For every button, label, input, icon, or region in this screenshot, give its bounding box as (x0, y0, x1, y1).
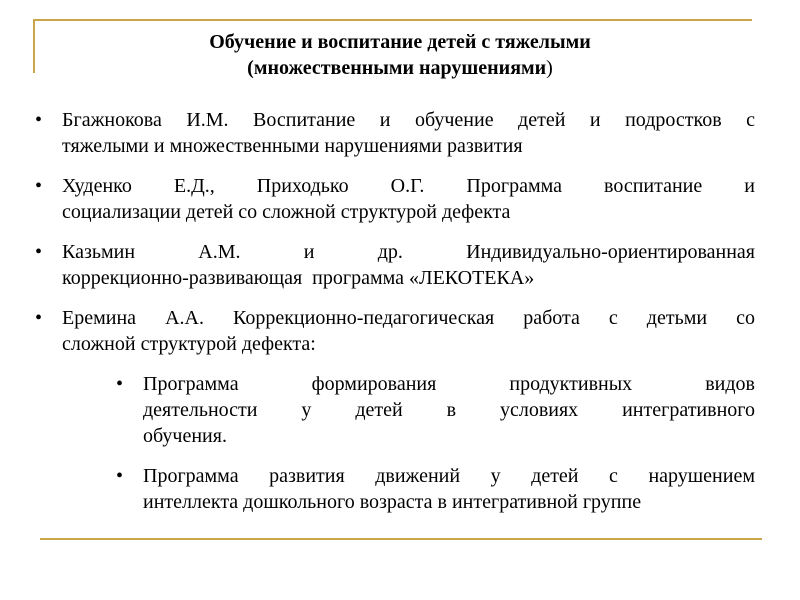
bullet-icon: • (116, 373, 124, 395)
bullet-icon: • (35, 307, 43, 329)
sub-list-item (116, 371, 755, 449)
list-item (35, 173, 755, 225)
list-item-text (62, 305, 755, 357)
list-item-text (62, 239, 755, 291)
list-item-line: Казьмин А.М. и др. Индивидуально-ориентированная (62, 241, 755, 263)
bottom-decorative-line (40, 538, 762, 540)
sub-list-item (116, 463, 755, 515)
bullet-icon: • (35, 241, 43, 263)
list-item-line: тяжелыми и множественными нарушениями развития (62, 135, 523, 157)
list-item-line: Худенко Е.Д., Приходько О.Г. Программа воспитание и (62, 175, 755, 197)
bullet-icon: • (116, 465, 124, 487)
sub-list-item-text (143, 371, 755, 449)
bullet-icon: • (35, 175, 43, 197)
list-item-text (62, 107, 755, 159)
list-item-line: Еремина А.А. Коррекционно-педагогическая работа с детьми со (62, 307, 755, 329)
sub-list-item-text (143, 463, 755, 515)
list-item-line: коррекционно-развивающая программа «ЛЕКОТЕКА» (62, 267, 535, 289)
sub-list-item-line: Программа формирования продуктивных видов (143, 373, 755, 395)
title-line-2-main: (множественными нарушениями (247, 57, 547, 79)
title-line-2-paren: ) (546, 57, 553, 79)
list-item (35, 305, 755, 357)
list-item-line: социализации детей со сложной структурой дефекта (62, 201, 511, 223)
list-item-line: Бгажнокова И.М. Воспитание и обучение детей и подростков с (62, 109, 755, 131)
list-item (35, 107, 755, 159)
sub-list-item-line: Программа развития движений у детей с нарушением (143, 465, 755, 487)
title-line-1: Обучение и воспитание детей с тяжелыми (209, 31, 591, 53)
sub-list-item-line: деятельности у детей в условиях интегративного (143, 399, 755, 421)
sub-list-item-line: обучения. (143, 425, 227, 447)
list-item-line: сложной структурой дефекта: (62, 333, 316, 355)
bullet-icon: • (35, 109, 43, 131)
sub-list-item-line: интеллекта дошкольного возраста в интегративной группе (143, 491, 642, 513)
list-item (35, 239, 755, 291)
list-item-text (62, 173, 755, 225)
